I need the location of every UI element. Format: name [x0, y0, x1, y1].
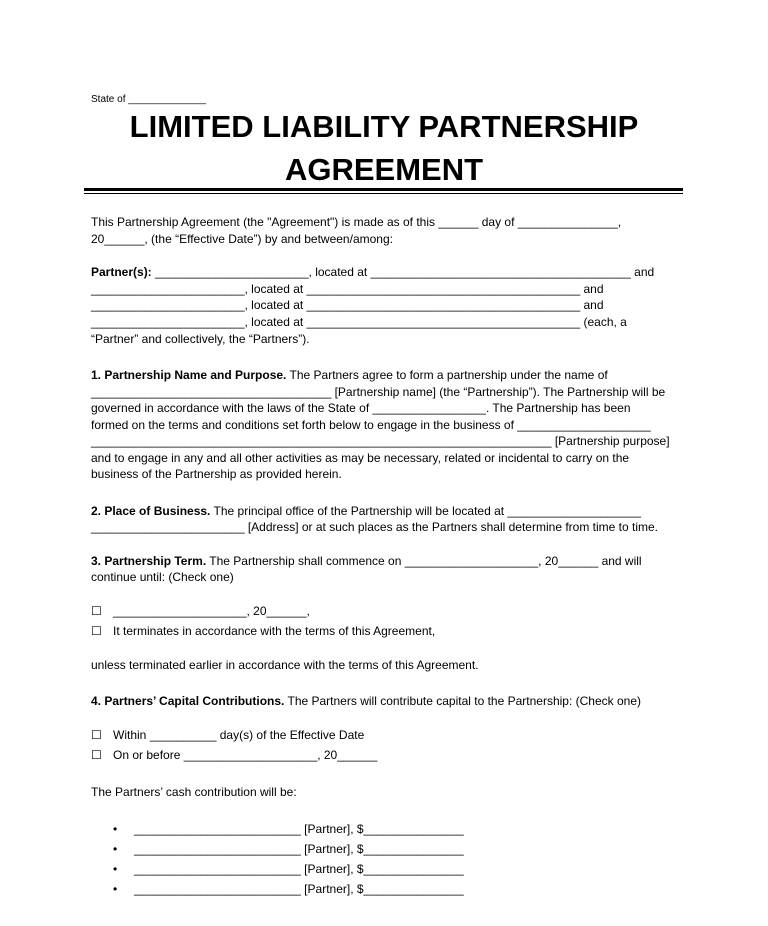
section-1-line-2: ____________________________________ [Partnership name] (the “Partnership”). The Partnership will be [91, 385, 666, 399]
checkbox-icon[interactable]: ☐ [91, 728, 102, 742]
capital-option-within-label: Within __________ day(s) of the Effective Date [113, 728, 365, 742]
term-option-date[interactable] [91, 603, 310, 619]
partners-line-2: _______________________, located at _________________________________________ and [91, 282, 604, 296]
section-3-heading: 3. Partnership Term. [91, 554, 207, 568]
bullet-icon: • [113, 862, 118, 876]
checkbox-icon[interactable]: ☐ [91, 748, 102, 762]
section-1-line-5: _____________________________________________________________________ [Partnership purpose] [91, 434, 670, 448]
partner-contribution-3: _________________________ [Partner], $_______________ [134, 862, 464, 876]
bullet-icon: • [113, 822, 118, 836]
partners-line-1-text: _______________________, located at _______________________________________ and [151, 265, 655, 279]
state-line: State of ______________ [91, 94, 207, 105]
section-2-line-1-text: The principal office of the Partnership will be located at ____________________ [210, 504, 641, 518]
checkbox-icon[interactable]: ☐ [91, 604, 102, 618]
section-4-heading: 4. Partners’ Capital Contributions. [91, 694, 285, 708]
section-1-line-1-text: The Partners agree to form a partnership under the name of [286, 368, 608, 382]
section-4-line-1 [91, 693, 641, 709]
section-3-line-2: continue until: (Check one) [91, 570, 234, 584]
capital-option-within[interactable] [91, 727, 364, 743]
partner-contribution-2: _________________________ [Partner], $_______________ [134, 842, 464, 856]
section-2-heading: 2. Place of Business. [91, 504, 211, 518]
section-1-line-6: and to engage in any and all other activities as may be necessary, related or incidental to carry on the [91, 451, 630, 465]
section-3-after: unless terminated earlier in accordance with the terms of this Agreement. [91, 658, 479, 672]
section-1-line-4: formed on the terms and conditions set forth below to engage in the business of ____________________ [91, 418, 651, 432]
term-option-agreement-label: It terminates in accordance with the terms of this Agreement, [113, 624, 436, 638]
term-option-date-label: ____________________, 20______, [113, 604, 310, 618]
section-1-line-3: governed in accordance with the laws of the State of _________________. The Partnership has been [91, 401, 631, 415]
document-title-line-1: LIMITED LIABILITY PARTNERSHIP [129, 109, 639, 144]
section-4-line-1-text: The Partners will contribute capital to the Partnership: (Check one) [284, 694, 641, 708]
partners-line-1 [91, 264, 654, 280]
partners-line-3: _______________________, located at _________________________________________ and [91, 298, 604, 312]
intro-line-1: This Partnership Agreement (the "Agreement") is made as of this ______ day of _______________, [91, 215, 622, 229]
bullet-icon: • [113, 842, 118, 856]
checkbox-icon[interactable]: ☐ [91, 624, 102, 638]
partner-contribution-4: _________________________ [Partner], $_______________ [134, 882, 464, 896]
intro-line-2: 20______, (the “Effective Date”) by and between/among: [91, 232, 393, 246]
section-2-line-1 [91, 503, 641, 519]
bullet-icon: • [113, 882, 118, 896]
cash-contribution-line: The Partners’ cash contribution will be: [91, 785, 297, 799]
section-1-heading: 1. Partnership Name and Purpose. [91, 368, 287, 382]
partners-line-4: _______________________, located at _________________________________________ (each, a [91, 315, 627, 329]
title-rule-thick [84, 188, 683, 191]
section-2-line-2: _______________________ [Address] or at such places as the Partners shall determine from time to time. [91, 520, 659, 534]
title-rule-thin [84, 193, 683, 194]
partner-contribution-1: _________________________ [Partner], $_______________ [134, 822, 464, 836]
term-option-agreement[interactable] [91, 623, 435, 639]
capital-option-on-or-before[interactable] [91, 747, 377, 763]
section-1-line-1 [91, 367, 608, 383]
section-3-line-1 [91, 553, 642, 569]
partners-label: Partner(s): [91, 265, 152, 279]
partners-line-5: “Partner” and collectively, the “Partners”). [91, 332, 310, 346]
section-1-line-7: business of the Partnership as provided herein. [91, 467, 342, 481]
capital-option-on-or-before-label: On or before ____________________, 20______ [113, 748, 378, 762]
document-title-line-2: AGREEMENT [284, 152, 484, 187]
section-3-line-1-text: The Partnership shall commence on ____________________, 20______ and will [206, 554, 642, 568]
